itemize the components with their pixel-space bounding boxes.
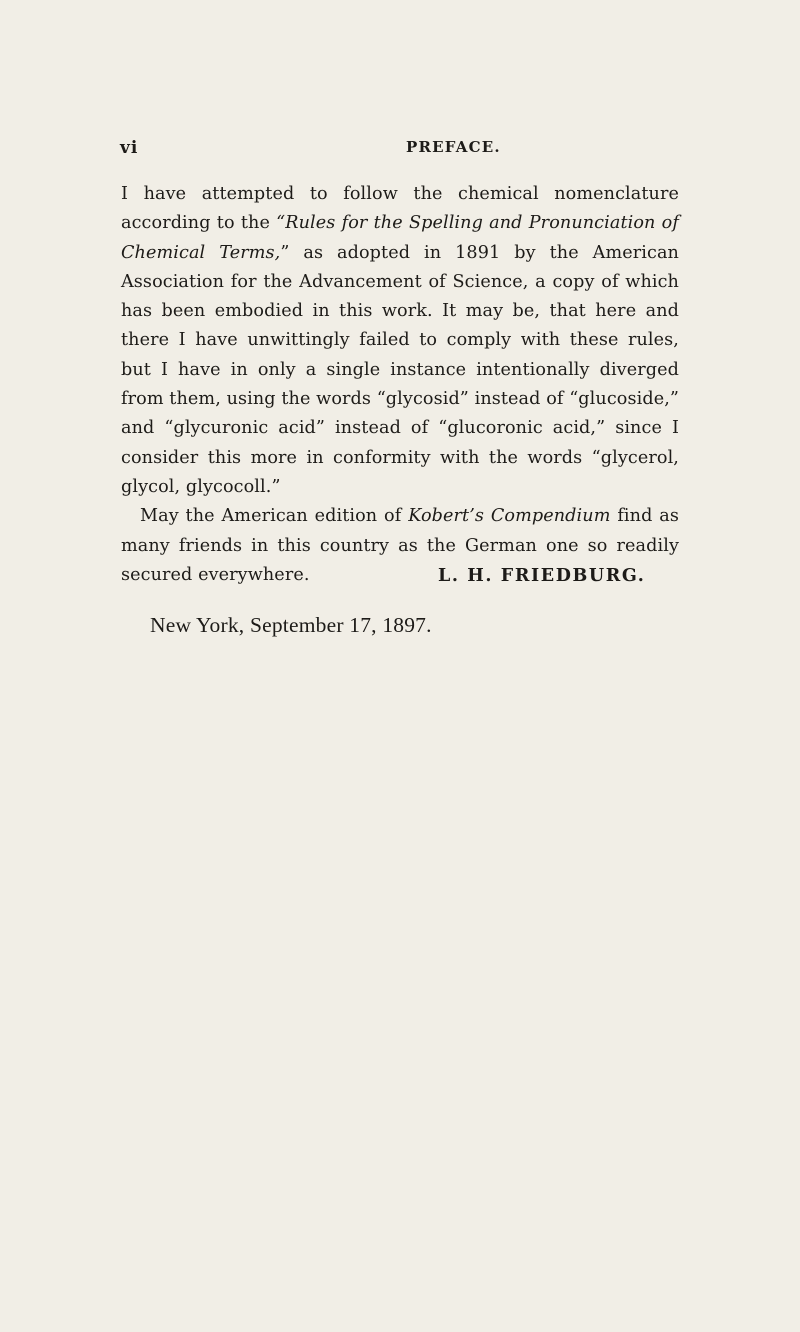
book-title: “Rules for the Spelling and Pronunciation of Chemical Terms, (121, 213, 679, 263)
page-header (120, 138, 680, 162)
paragraph-nomenclature (121, 180, 679, 502)
signature: L. H. FRIEDBURG. (438, 566, 646, 586)
paragraph-text: I have attempted to follow the chemical nomenclature according to the (121, 184, 679, 234)
paragraph-text: find as many friends in this country as the German one so readily secured everywhere. (121, 506, 679, 585)
paragraph-text: May the American edition of (140, 506, 409, 527)
preface-body (121, 180, 679, 590)
page-number: vi (120, 138, 139, 158)
dateline: New York, September 17, 1897. (150, 613, 432, 637)
paragraph-text: ” as adopted in 1891 by the American Association for the Advancement of Science, a copy of which has been embodied in this work. It may be, that here and there I have unwittingly failed to comply with these rules, but I have in only a single instance intentionally diverged from them, using the words “glycosid” instead of “glucoside,” and “glycuronic acid” instead of “glucoronic acid,” since I consider this more in conformity with the words “glycerol, glycol, glycocoll.” (121, 242, 679, 497)
running-head: PREFACE. (406, 138, 501, 156)
book-title: Kobert’s Compendium (408, 506, 611, 527)
